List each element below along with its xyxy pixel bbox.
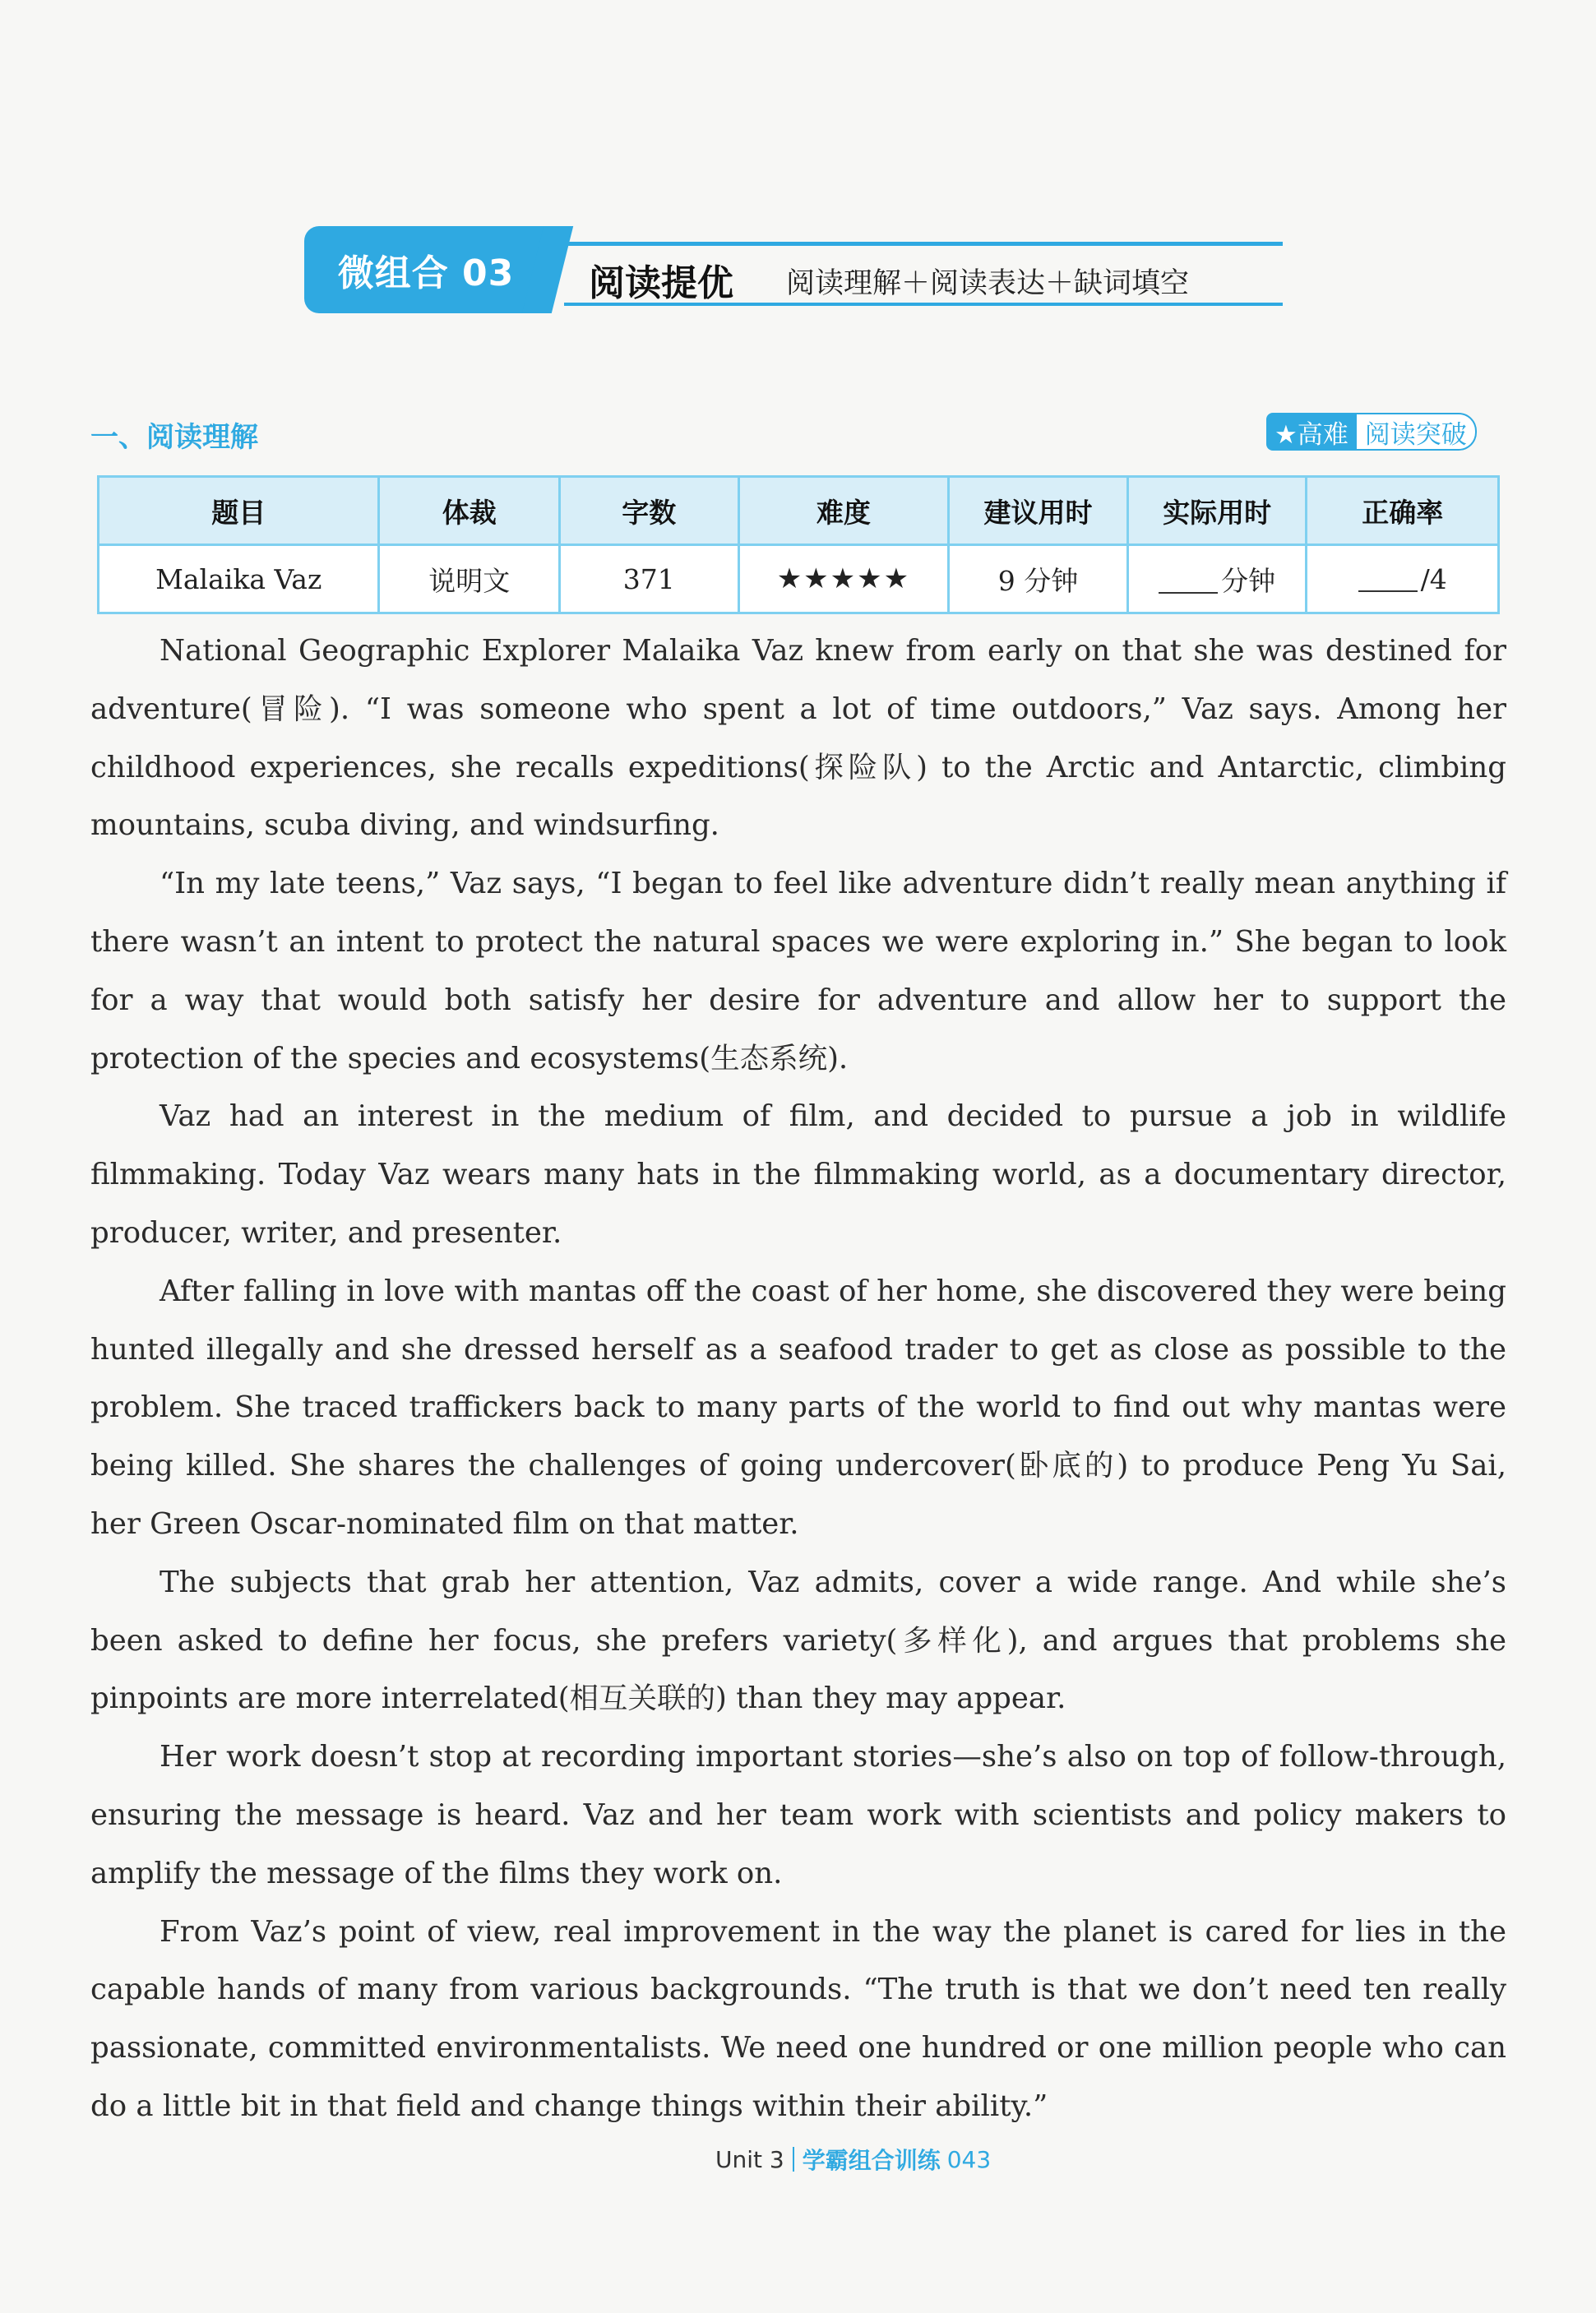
passage-paragraph: After falling in love with mantas off the coast of her home, she discovered they were being hunted illegally and she dressed herself as a seafood trader to get as close as possible to the problem. She traced traffickers back to many parts of the world to find out why mantas were being killed. She shares the challenges of going undercover(卧底的) to produce Peng Yu Sai, her Green Oscar-nominated film on that matter. — [90, 1274, 1506, 1541]
banner-title: 阅读提优 — [589, 262, 733, 304]
reading-passage — [90, 622, 1506, 2136]
passage-paragraph: “In my late teens,” Vaz says, “I began to feel like adventure didn’t really mean anything if there wasn’t an intent to protect the natural spaces we were exploring in.” She began to look for a way that would both satisfy her desire for adventure and allow her to support the protection of the species and ecosystems(生态系统). — [90, 867, 1506, 1076]
banner-subtitle: 阅读理解＋阅读表达＋缺词填空 — [786, 267, 1190, 300]
header-difficulty: 难度 — [738, 477, 949, 545]
info-table-header — [99, 477, 1499, 545]
difficulty-badge — [1266, 413, 1477, 451]
header-genre: 体裁 — [379, 477, 560, 545]
banner-tag-label: 微组合 03 — [337, 252, 515, 294]
cell-difficulty-stars: ★★★★★ — [738, 545, 949, 613]
actual-time-unit: 分钟 — [1221, 564, 1276, 597]
cell-words: 371 — [559, 545, 738, 613]
passage-paragraph: Vaz had an interest in the medium of film, and decided to pursue a job in wildlife filmmaking. Today Vaz wears many hats in the filmmaking world, as a documentary director, producer, writer, and presenter. — [90, 1099, 1506, 1250]
passage-paragraph: National Geographic Explorer Malaika Vaz knew from early on that she was destined for adventure(冒险). “I was someone who spent a lot of time outdoors,” Vaz says. Among her childhood experiences, she recalls expeditions(探险队) to the Arctic and Antarctic, climbing mountains, scuba diving, and windsurfing. — [90, 634, 1506, 843]
info-table — [97, 475, 1500, 614]
footer-book-title: 学霸组合训练 — [802, 2147, 941, 2174]
banner-tag — [304, 226, 548, 313]
badge-level: ★高难 — [1266, 413, 1357, 451]
section-title: 一、阅读理解 — [90, 421, 258, 454]
header-accuracy: 正确率 — [1307, 477, 1499, 545]
cell-accuracy[interactable] — [1307, 545, 1499, 613]
info-table-row — [99, 545, 1499, 613]
accuracy-blank[interactable] — [1358, 566, 1418, 592]
actual-time-blank[interactable] — [1159, 567, 1218, 594]
header-suggested-time: 建议用时 — [949, 477, 1128, 545]
footer-unit: Unit 3 — [715, 2145, 784, 2173]
footer-divider — [793, 2147, 794, 2172]
badge-type: 阅读突破 — [1357, 413, 1477, 451]
header-title: 题目 — [99, 477, 379, 545]
header-actual-time: 实际用时 — [1127, 477, 1307, 545]
banner-rule-top — [564, 242, 1283, 246]
cell-title: Malaika Vaz — [99, 545, 379, 613]
footer-page-number: 043 — [946, 2145, 992, 2173]
page-footer — [715, 2143, 991, 2176]
cell-suggested-time: 9 分钟 — [949, 545, 1128, 613]
accuracy-suffix: /4 — [1420, 562, 1447, 595]
passage-paragraph: The subjects that grab her attention, Vaz admits, cover a wide range. And while she’s been asked to define her focus, she prefers variety(多样化), and argues that problems she pinpoints are more interrelated(相互关联的) than they may appear. — [90, 1565, 1506, 1716]
passage-paragraph: From Vaz’s point of view, real improvement in the way the planet is cared for lies in the capable hands of many from various backgrounds. “The truth is that we don’t need ten really passionate, committed environmentalists. We need one hundred or one million people who can do a little bit in that field and change things within their ability.” — [90, 1914, 1506, 2123]
cell-genre: 说明文 — [379, 545, 560, 613]
passage-paragraph: Her work doesn’t stop at recording important stories—she’s also on top of follow-through, ensuring the message is heard. Vaz and her team work with scientists and policy makers to amplify the message of the films they work on. — [90, 1740, 1506, 1890]
section-banner — [304, 224, 1283, 316]
cell-actual-time[interactable] — [1127, 545, 1307, 613]
header-words: 字数 — [559, 477, 738, 545]
